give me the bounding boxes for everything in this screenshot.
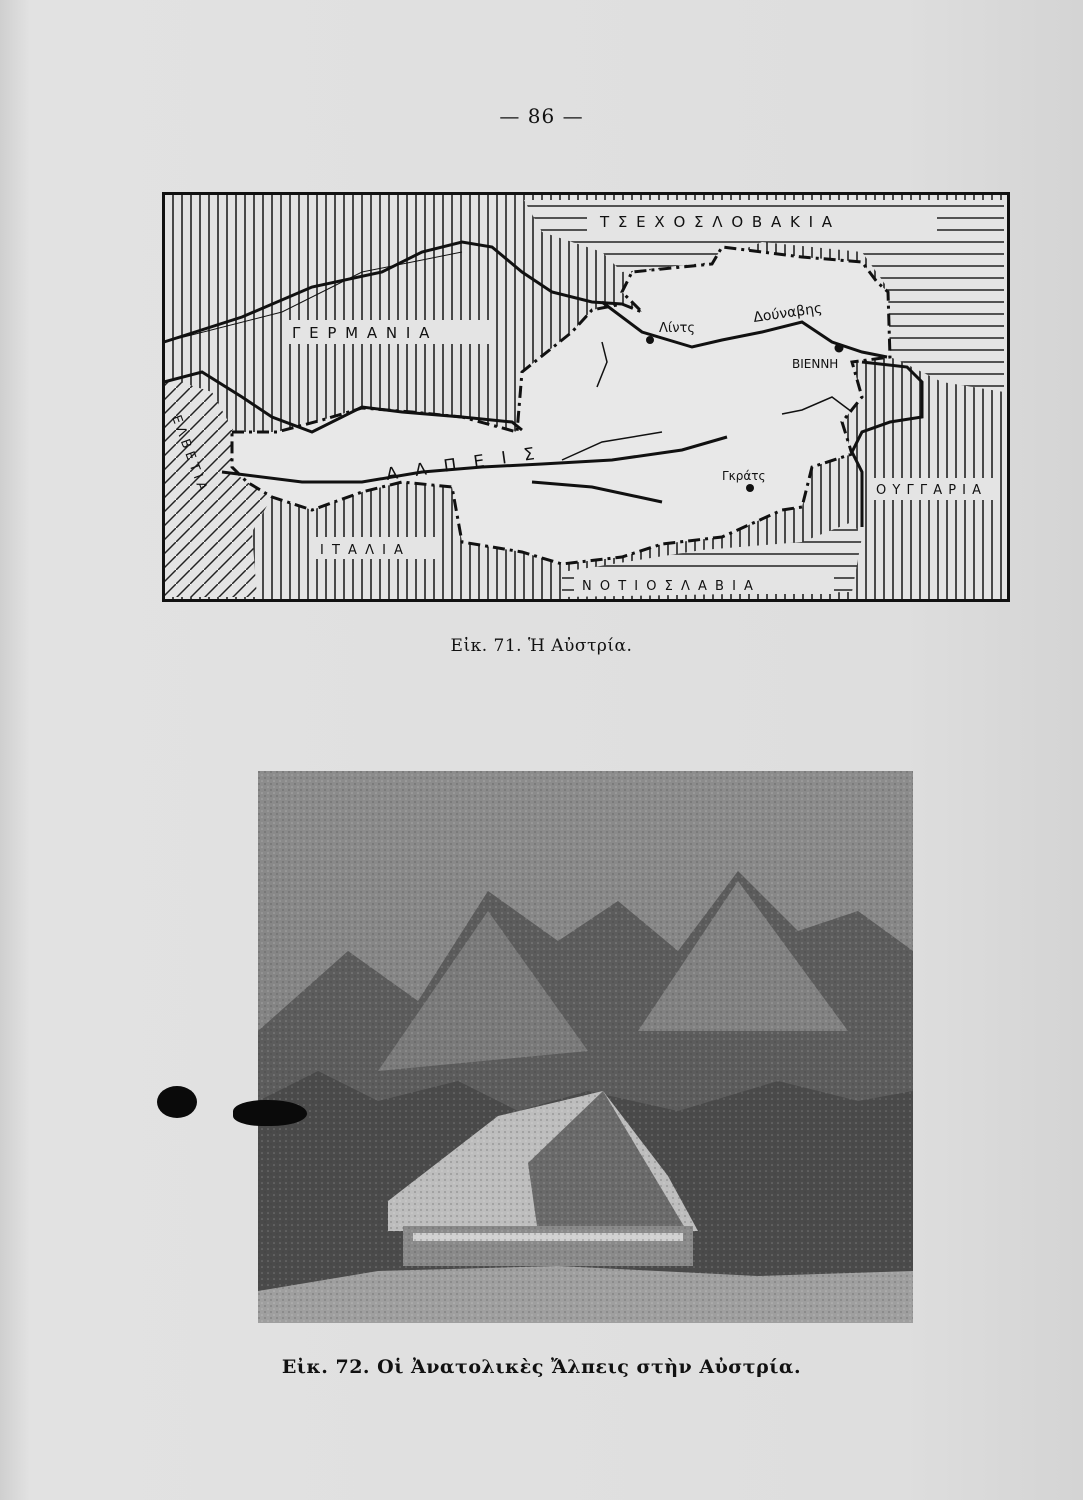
linz-label: Λίντς (659, 321, 696, 336)
switzerland-label: Ε Λ Β Ε Τ Ι Α (168, 413, 210, 494)
graz-marker (746, 484, 754, 492)
eastern-alps-photo (258, 771, 913, 1323)
alps-label: Α Λ Π Ε Ι Σ (384, 443, 542, 485)
photo-grain (258, 771, 913, 1323)
figure-72-caption: Εἰκ. 72. Οἱ Ἀνατολικὲς Ἄλπεις στὴν Αὐστρία. (281, 1356, 802, 1378)
vienna-label: ΒΙΕΝΝΗ (792, 357, 839, 371)
czechoslovakia-label: Τ Σ Ε Χ Ο Σ Λ Ο Β Α Κ Ι Α (600, 213, 835, 231)
ink-blot (233, 1100, 307, 1126)
austria-map (162, 192, 1010, 602)
hungary-label: Ο Υ Γ Γ Α Ρ Ι Α (876, 483, 983, 498)
figure-71-caption: Εἰκ. 71. Ἡ Αὐστρία. (450, 636, 633, 656)
page-number: — 86 — (499, 104, 584, 128)
italy-label: Ι Τ Α Λ Ι Α (320, 543, 405, 558)
graz-label: Γκράτς (722, 469, 766, 483)
germany-label: Γ Ε Ρ Μ Α Ν Ι Α (292, 324, 432, 342)
yugoslavia-label: Ν Ο Τ Ι Ο Σ Λ Α Β Ι Α (582, 579, 755, 594)
ink-blot (157, 1086, 197, 1118)
danube-label: Δούναβης (752, 300, 824, 326)
vienna-marker (835, 344, 844, 353)
linz-marker (646, 336, 654, 344)
